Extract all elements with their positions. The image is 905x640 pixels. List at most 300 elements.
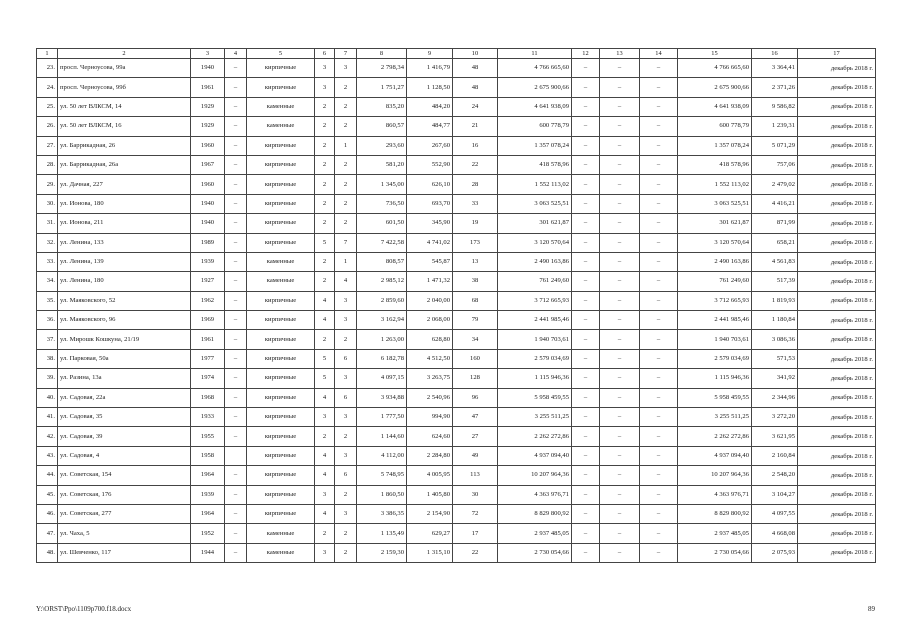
- col13-cell: –: [600, 504, 640, 523]
- col14-cell: –: [640, 466, 678, 485]
- column-number: 4: [225, 49, 247, 59]
- col13-cell: –: [600, 427, 640, 446]
- col16-cell: 3 621,95: [752, 427, 798, 446]
- year-cell: 1929: [191, 97, 225, 116]
- wall-material-cell: кирпичные: [247, 349, 315, 368]
- col7-cell: 2: [335, 194, 357, 213]
- col12-cell: –: [572, 466, 600, 485]
- col14-cell: –: [640, 446, 678, 465]
- col11-cell: 2 937 485,05: [498, 524, 572, 543]
- year-cell: 1967: [191, 155, 225, 174]
- col12-cell: –: [572, 408, 600, 427]
- wall-material-cell: кирпичные: [247, 446, 315, 465]
- year-cell: 1969: [191, 311, 225, 330]
- address-cell: ул. Шевченко, 117: [58, 543, 191, 562]
- col9-cell: 1 128,50: [407, 78, 453, 97]
- col4-cell: –: [225, 252, 247, 271]
- col16-cell: 341,92: [752, 369, 798, 388]
- col14-cell: –: [640, 311, 678, 330]
- table-row: [37, 214, 876, 233]
- col4-cell: –: [225, 504, 247, 523]
- col7-cell: 3: [335, 408, 357, 427]
- deadline-cell: декабрь 2018 г.: [798, 349, 876, 368]
- col8-cell: 293,60: [357, 136, 407, 155]
- address-cell: ул. Чаха, 5: [58, 524, 191, 543]
- col6-cell: 2: [315, 252, 335, 271]
- year-cell: 1960: [191, 175, 225, 194]
- col9-cell: 2 040,00: [407, 291, 453, 310]
- col9-cell: 3 263,75: [407, 369, 453, 388]
- address-cell: ул. Ионова, 211: [58, 214, 191, 233]
- row-number: 47.: [37, 524, 58, 543]
- col8-cell: 581,20: [357, 155, 407, 174]
- col4-cell: –: [225, 408, 247, 427]
- deadline-cell: декабрь 2018 г.: [798, 369, 876, 388]
- row-number: 48.: [37, 543, 58, 562]
- col16-cell: 3 104,27: [752, 485, 798, 504]
- col13-cell: –: [600, 78, 640, 97]
- col15-cell: 4 363 976,71: [678, 485, 752, 504]
- year-cell: 1939: [191, 252, 225, 271]
- deadline-cell: декабрь 2018 г.: [798, 485, 876, 504]
- col16-cell: 571,53: [752, 349, 798, 368]
- col15-cell: 4 766 665,60: [678, 59, 752, 78]
- col7-cell: 2: [335, 330, 357, 349]
- col10-cell: 48: [453, 59, 498, 78]
- col12-cell: –: [572, 194, 600, 213]
- wall-material-cell: каменные: [247, 252, 315, 271]
- row-number: 36.: [37, 311, 58, 330]
- col13-cell: –: [600, 369, 640, 388]
- col12-cell: –: [572, 388, 600, 407]
- col13-cell: –: [600, 194, 640, 213]
- col11-cell: 3 255 511,25: [498, 408, 572, 427]
- deadline-cell: декабрь 2018 г.: [798, 524, 876, 543]
- col7-cell: 6: [335, 349, 357, 368]
- col12-cell: –: [572, 175, 600, 194]
- deadline-cell: декабрь 2018 г.: [798, 175, 876, 194]
- col6-cell: 3: [315, 408, 335, 427]
- col12-cell: –: [572, 485, 600, 504]
- col16-cell: 1 819,93: [752, 291, 798, 310]
- col7-cell: 2: [335, 78, 357, 97]
- col13-cell: –: [600, 485, 640, 504]
- col12-cell: –: [572, 155, 600, 174]
- row-number: 26.: [37, 117, 58, 136]
- col14-cell: –: [640, 408, 678, 427]
- col7-cell: 2: [335, 97, 357, 116]
- col12-cell: –: [572, 214, 600, 233]
- col12-cell: –: [572, 97, 600, 116]
- address-cell: ул. Ленина, 180: [58, 272, 191, 291]
- page-number: 89: [868, 605, 875, 613]
- col9-cell: 4 512,50: [407, 349, 453, 368]
- table-row: [37, 136, 876, 155]
- wall-material-cell: кирпичные: [247, 408, 315, 427]
- row-number: 42.: [37, 427, 58, 446]
- deadline-cell: декабрь 2018 г.: [798, 59, 876, 78]
- col8-cell: 1 751,27: [357, 78, 407, 97]
- address-cell: ул. Садовая, 22а: [58, 388, 191, 407]
- row-number: 45.: [37, 485, 58, 504]
- col9-cell: 552,90: [407, 155, 453, 174]
- col10-cell: 173: [453, 233, 498, 252]
- column-number: 10: [453, 49, 498, 59]
- col13-cell: –: [600, 252, 640, 271]
- deadline-cell: декабрь 2018 г.: [798, 427, 876, 446]
- table-row: [37, 543, 876, 562]
- table-row: [37, 349, 876, 368]
- year-cell: 1977: [191, 349, 225, 368]
- col8-cell: 1 777,50: [357, 408, 407, 427]
- col15-cell: 2 441 985,46: [678, 311, 752, 330]
- col10-cell: 128: [453, 369, 498, 388]
- table-row: [37, 427, 876, 446]
- col11-cell: 2 675 900,66: [498, 78, 572, 97]
- table-body: [37, 49, 876, 563]
- col15-cell: 4 937 094,40: [678, 446, 752, 465]
- col6-cell: 4: [315, 291, 335, 310]
- col15-cell: 600 778,79: [678, 117, 752, 136]
- year-cell: 1955: [191, 427, 225, 446]
- col9-cell: 1 405,80: [407, 485, 453, 504]
- address-cell: ул. Садовая, 35: [58, 408, 191, 427]
- wall-material-cell: кирпичные: [247, 369, 315, 388]
- col4-cell: –: [225, 485, 247, 504]
- col6-cell: 2: [315, 97, 335, 116]
- col12-cell: –: [572, 272, 600, 291]
- col7-cell: 2: [335, 214, 357, 233]
- col12-cell: –: [572, 252, 600, 271]
- col16-cell: 658,21: [752, 233, 798, 252]
- col14-cell: –: [640, 349, 678, 368]
- col16-cell: 5 071,29: [752, 136, 798, 155]
- col16-cell: 1 180,84: [752, 311, 798, 330]
- wall-material-cell: кирпичные: [247, 214, 315, 233]
- housing-data-table: [36, 48, 876, 563]
- wall-material-cell: кирпичные: [247, 466, 315, 485]
- col8-cell: 7 422,58: [357, 233, 407, 252]
- column-number: 11: [498, 49, 572, 59]
- year-cell: 1974: [191, 369, 225, 388]
- wall-material-cell: каменные: [247, 543, 315, 562]
- col10-cell: 72: [453, 504, 498, 523]
- col7-cell: 6: [335, 388, 357, 407]
- col7-cell: 2: [335, 155, 357, 174]
- col7-cell: 2: [335, 117, 357, 136]
- col16-cell: 4 668,08: [752, 524, 798, 543]
- col12-cell: –: [572, 369, 600, 388]
- col15-cell: 3 255 511,25: [678, 408, 752, 427]
- year-cell: 1964: [191, 466, 225, 485]
- row-number: 43.: [37, 446, 58, 465]
- col4-cell: –: [225, 59, 247, 78]
- col12-cell: –: [572, 446, 600, 465]
- column-number: 15: [678, 49, 752, 59]
- col16-cell: 3 364,41: [752, 59, 798, 78]
- wall-material-cell: кирпичные: [247, 155, 315, 174]
- col12-cell: –: [572, 117, 600, 136]
- table-row: [37, 272, 876, 291]
- col14-cell: –: [640, 97, 678, 116]
- row-number: 40.: [37, 388, 58, 407]
- col4-cell: –: [225, 175, 247, 194]
- year-cell: 1958: [191, 446, 225, 465]
- col11-cell: 4 766 665,60: [498, 59, 572, 78]
- year-cell: 1952: [191, 524, 225, 543]
- address-cell: ул. Парковая, 50а: [58, 349, 191, 368]
- column-number-row: [37, 49, 876, 59]
- col11-cell: 4 363 976,71: [498, 485, 572, 504]
- col14-cell: –: [640, 330, 678, 349]
- col4-cell: [225, 446, 247, 465]
- deadline-cell: декабрь 2018 г.: [798, 252, 876, 271]
- deadline-cell: декабрь 2018 г.: [798, 291, 876, 310]
- address-cell: просп. Черноусова, 99а: [58, 59, 191, 78]
- col11-cell: 600 778,79: [498, 117, 572, 136]
- col7-cell: 3: [335, 369, 357, 388]
- col8-cell: 1 263,00: [357, 330, 407, 349]
- row-number: 39.: [37, 369, 58, 388]
- col8-cell: 1 144,60: [357, 427, 407, 446]
- address-cell: ул. Садовая, 4: [58, 446, 191, 465]
- wall-material-cell: каменные: [247, 97, 315, 116]
- col12-cell: –: [572, 291, 600, 310]
- col10-cell: 96: [453, 388, 498, 407]
- col12-cell: –: [572, 136, 600, 155]
- col14-cell: –: [640, 524, 678, 543]
- col4-cell: –: [225, 349, 247, 368]
- col11-cell: 1 357 078,24: [498, 136, 572, 155]
- col15-cell: 301 621,87: [678, 214, 752, 233]
- deadline-cell: декабрь 2018 г.: [798, 136, 876, 155]
- column-number: 3: [191, 49, 225, 59]
- col16-cell: 2 075,93: [752, 543, 798, 562]
- col7-cell: 2: [335, 485, 357, 504]
- col11-cell: 1 115 946,36: [498, 369, 572, 388]
- year-cell: 1940: [191, 194, 225, 213]
- col7-cell: 3: [335, 291, 357, 310]
- row-number: 27.: [37, 136, 58, 155]
- col10-cell: 16: [453, 136, 498, 155]
- col11-cell: 1 552 113,02: [498, 175, 572, 194]
- col9-cell: 345,90: [407, 214, 453, 233]
- col11-cell: 4 641 938,09: [498, 97, 572, 116]
- wall-material-cell: каменные: [247, 272, 315, 291]
- col12-cell: –: [572, 330, 600, 349]
- deadline-cell: декабрь 2018 г.: [798, 543, 876, 562]
- wall-material-cell: кирпичные: [247, 504, 315, 523]
- row-number: 23.: [37, 59, 58, 78]
- year-cell: 1927: [191, 272, 225, 291]
- col6-cell: 5: [315, 369, 335, 388]
- col10-cell: 113: [453, 466, 498, 485]
- col4-cell: –: [225, 78, 247, 97]
- col4-cell: –: [225, 388, 247, 407]
- row-number: 29.: [37, 175, 58, 194]
- col15-cell: 2 730 054,66: [678, 543, 752, 562]
- address-cell: ул. Маяковского, 96: [58, 311, 191, 330]
- row-number: 46.: [37, 504, 58, 523]
- col9-cell: 484,77: [407, 117, 453, 136]
- col15-cell: 2 262 272,86: [678, 427, 752, 446]
- col16-cell: 2 479,02: [752, 175, 798, 194]
- row-number: 33.: [37, 252, 58, 271]
- col15-cell: 2 490 163,86: [678, 252, 752, 271]
- col8-cell: 4 112,00: [357, 446, 407, 465]
- col4-cell: –: [225, 291, 247, 310]
- deadline-cell: декабрь 2018 г.: [798, 155, 876, 174]
- col6-cell: 4: [315, 446, 335, 465]
- col6-cell: 2: [315, 155, 335, 174]
- table-row: [37, 78, 876, 97]
- col10-cell: 33: [453, 194, 498, 213]
- col7-cell: 1: [335, 136, 357, 155]
- wall-material-cell: каменные: [247, 117, 315, 136]
- col6-cell: 3: [315, 59, 335, 78]
- wall-material-cell: кирпичные: [247, 233, 315, 252]
- column-number: 7: [335, 49, 357, 59]
- wall-material-cell: кирпичные: [247, 427, 315, 446]
- col6-cell: 3: [315, 543, 335, 562]
- col6-cell: 2: [315, 117, 335, 136]
- col15-cell: 1 115 946,36: [678, 369, 752, 388]
- col7-cell: 2: [335, 543, 357, 562]
- table-row: [37, 252, 876, 271]
- col7-cell: 3: [335, 59, 357, 78]
- col9-cell: 2 068,00: [407, 311, 453, 330]
- col8-cell: 1 345,00: [357, 175, 407, 194]
- col11-cell: 2 262 272,86: [498, 427, 572, 446]
- col4-cell: –: [225, 136, 247, 155]
- year-cell: 1929: [191, 117, 225, 136]
- deadline-cell: декабрь 2018 г.: [798, 117, 876, 136]
- col11-cell: 2 730 054,66: [498, 543, 572, 562]
- col7-cell: 2: [335, 524, 357, 543]
- col15-cell: 1 552 113,02: [678, 175, 752, 194]
- wall-material-cell: кирпичные: [247, 311, 315, 330]
- col8-cell: 601,50: [357, 214, 407, 233]
- table-row: [37, 504, 876, 523]
- col13-cell: –: [600, 524, 640, 543]
- col15-cell: 3 120 570,64: [678, 233, 752, 252]
- col10-cell: 48: [453, 78, 498, 97]
- col13-cell: –: [600, 388, 640, 407]
- address-cell: ул. Маяковского, 52: [58, 291, 191, 310]
- table-row: [37, 330, 876, 349]
- deadline-cell: декабрь 2018 г.: [798, 97, 876, 116]
- col15-cell: 1 940 703,61: [678, 330, 752, 349]
- col13-cell: –: [600, 408, 640, 427]
- col14-cell: –: [640, 291, 678, 310]
- col15-cell: 2 937 485,05: [678, 524, 752, 543]
- col16-cell: 1 239,31: [752, 117, 798, 136]
- col15-cell: 4 641 938,09: [678, 97, 752, 116]
- col11-cell: 2 441 985,46: [498, 311, 572, 330]
- table-row: [37, 388, 876, 407]
- col7-cell: 4: [335, 272, 357, 291]
- col16-cell: 2 344,96: [752, 388, 798, 407]
- col8-cell: 2 985,12: [357, 272, 407, 291]
- table-row: [37, 408, 876, 427]
- col8-cell: 1 860,50: [357, 485, 407, 504]
- year-cell: 1989: [191, 233, 225, 252]
- col6-cell: 2: [315, 136, 335, 155]
- col8-cell: 3 934,88: [357, 388, 407, 407]
- deadline-cell: декабрь 2018 г.: [798, 504, 876, 523]
- col7-cell: 7: [335, 233, 357, 252]
- table-row: [37, 97, 876, 116]
- col10-cell: 19: [453, 214, 498, 233]
- col13-cell: –: [600, 214, 640, 233]
- col13-cell: –: [600, 155, 640, 174]
- col15-cell: 2 579 034,69: [678, 349, 752, 368]
- col9-cell: 1 315,10: [407, 543, 453, 562]
- col12-cell: –: [572, 524, 600, 543]
- col9-cell: 484,20: [407, 97, 453, 116]
- col10-cell: 17: [453, 524, 498, 543]
- col10-cell: 49: [453, 446, 498, 465]
- deadline-cell: декабрь 2018 г.: [798, 311, 876, 330]
- col16-cell: 3 086,36: [752, 330, 798, 349]
- col12-cell: –: [572, 427, 600, 446]
- col8-cell: 808,57: [357, 252, 407, 271]
- col11-cell: 5 958 459,55: [498, 388, 572, 407]
- col15-cell: 418 578,96: [678, 155, 752, 174]
- col14-cell: –: [640, 155, 678, 174]
- col13-cell: –: [600, 446, 640, 465]
- col7-cell: 3: [335, 311, 357, 330]
- col8-cell: 2 159,30: [357, 543, 407, 562]
- deadline-cell: декабрь 2018 г.: [798, 78, 876, 97]
- col16-cell: 4 561,83: [752, 252, 798, 271]
- col11-cell: 418 578,96: [498, 155, 572, 174]
- col16-cell: 517,39: [752, 272, 798, 291]
- column-number: 8: [357, 49, 407, 59]
- col14-cell: –: [640, 194, 678, 213]
- col4-cell: –: [225, 311, 247, 330]
- col12-cell: –: [572, 311, 600, 330]
- col11-cell: 8 829 800,92: [498, 504, 572, 523]
- table-row: [37, 175, 876, 194]
- col6-cell: 5: [315, 233, 335, 252]
- table-row: [37, 59, 876, 78]
- col14-cell: –: [640, 485, 678, 504]
- col6-cell: 4: [315, 388, 335, 407]
- col9-cell: 4 005,95: [407, 466, 453, 485]
- col4-cell: –: [225, 369, 247, 388]
- col11-cell: 2 579 034,69: [498, 349, 572, 368]
- table-row: [37, 117, 876, 136]
- col13-cell: –: [600, 311, 640, 330]
- deadline-cell: декабрь 2018 г.: [798, 408, 876, 427]
- col10-cell: 79: [453, 311, 498, 330]
- col4-cell: –: [225, 155, 247, 174]
- col16-cell: 4 097,55: [752, 504, 798, 523]
- col9-cell: 267,60: [407, 136, 453, 155]
- address-cell: ул. 50 лет ВЛКСМ, 14: [58, 97, 191, 116]
- col13-cell: –: [600, 349, 640, 368]
- deadline-cell: декабрь 2018 г.: [798, 194, 876, 213]
- col16-cell: 4 416,21: [752, 194, 798, 213]
- wall-material-cell: кирпичные: [247, 194, 315, 213]
- col10-cell: 160: [453, 349, 498, 368]
- col16-cell: 9 586,82: [752, 97, 798, 116]
- address-cell: ул. Советская, 277: [58, 504, 191, 523]
- col10-cell: 24: [453, 97, 498, 116]
- col10-cell: 22: [453, 155, 498, 174]
- col14-cell: –: [640, 136, 678, 155]
